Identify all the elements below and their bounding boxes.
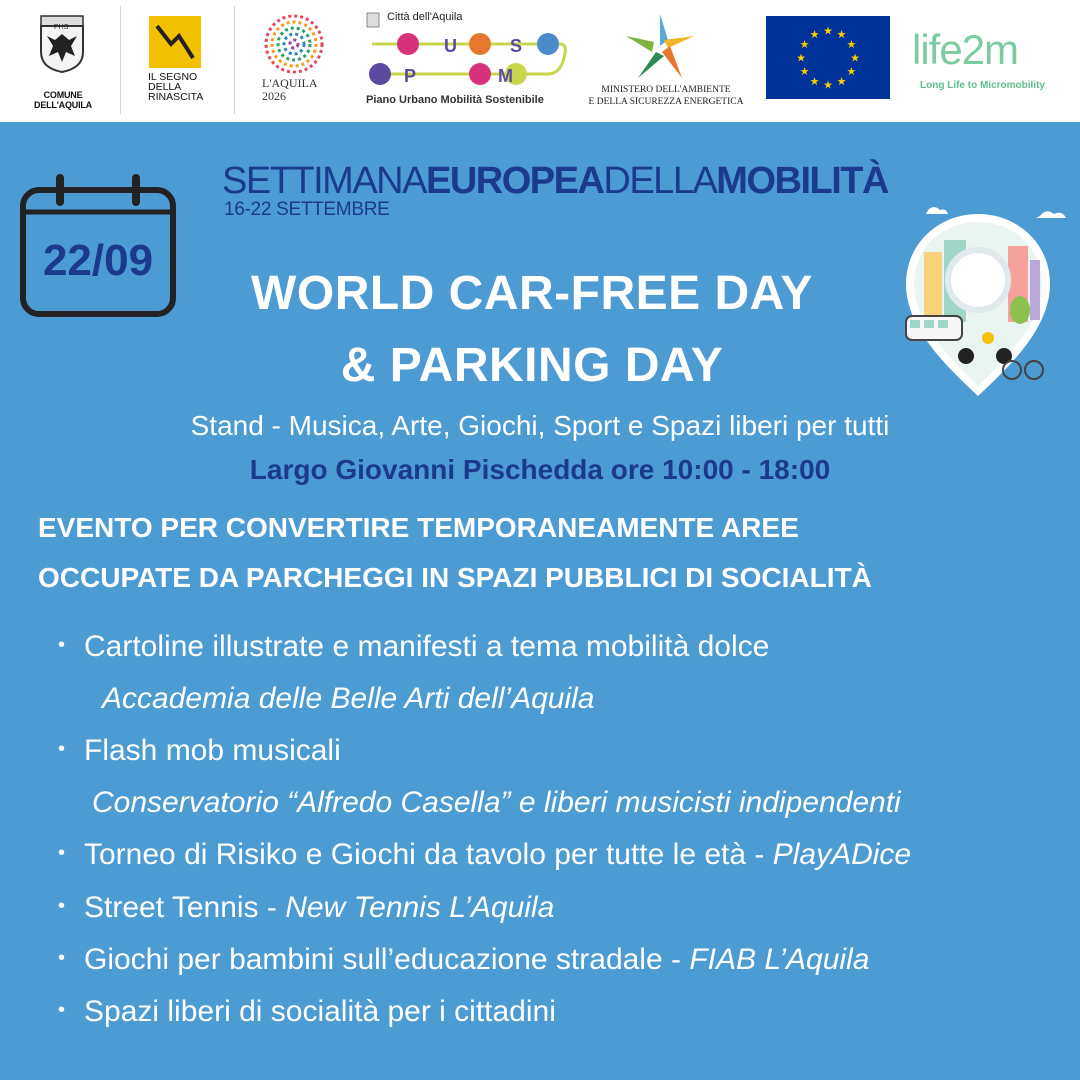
item-organizer: New Tennis L’Aquila <box>285 891 555 924</box>
item-text: Cartoline illustrate e manifesti a tema mobilità dolce <box>84 630 770 663</box>
eu-flag-logo <box>766 0 890 122</box>
eu-star-icon: ★ <box>823 25 833 38</box>
stand-activities: Stand - Musica, Arte, Giochi, Sport e Spazi liberi per tutti <box>190 410 890 441</box>
list-item <box>84 630 769 664</box>
item-organizer: FIAB L’Aquila <box>689 943 870 976</box>
life2m-tagline: Long Life to Micromobility <box>920 80 1045 91</box>
headline-line2: & PARKING DAY <box>340 339 724 392</box>
week-part2: EUROPEA <box>425 160 604 202</box>
item-text: Spazi liberi di socialità per i cittadini <box>84 995 556 1028</box>
eu-star-icon: ★ <box>846 66 857 78</box>
event-location-time: Largo Giovanni Pischedda ore 10:00 - 18:00 <box>249 454 831 485</box>
pums-logo <box>360 0 570 122</box>
segno-line1: IL SEGNO <box>148 71 198 83</box>
pums-letter-m: M <box>498 66 513 86</box>
week-part3: DELLA <box>603 160 717 202</box>
item-text: Giochi per bambini sull’educazione stradale - <box>84 943 690 976</box>
week-dates: 16-22 SETTEMBRE <box>224 199 390 220</box>
eu-star-icon: ★ <box>796 52 806 65</box>
aquila26-line1: L'AQUILA <box>262 76 318 90</box>
segno-line2: DELLA <box>148 81 182 93</box>
aquila-2026-logo <box>254 0 334 122</box>
pums-city: Città dell'Aquila <box>387 11 463 23</box>
headline-line1: WORLD CAR-FREE DAY <box>251 267 813 320</box>
aquila26-line2: 2026 <box>262 89 286 103</box>
ministero-line2: E DELLA SICUREZZA ENERGETICA <box>588 97 744 107</box>
ministero-ambiente-logo <box>582 0 750 122</box>
list-item <box>84 995 556 1029</box>
list-item <box>84 891 554 925</box>
coat-of-arms-icon <box>37 14 87 74</box>
eu-star-icon: ★ <box>836 75 847 88</box>
list-item <box>84 943 869 977</box>
life2m-wordmark: life2m <box>912 26 1019 73</box>
divider <box>234 6 235 114</box>
list-item <box>84 838 911 872</box>
week-part4: MOBILITÀ <box>716 160 888 202</box>
ministry-star-icon <box>624 12 696 80</box>
event-description-line2: OCCUPATE DA PARCHEGGI IN SPAZI PUBBLICI DI SOCIALITÀ <box>38 562 872 593</box>
pums-letter-u: U <box>444 36 457 56</box>
eu-star-icon: ★ <box>850 52 860 65</box>
capital-of-culture-burst-icon <box>262 12 326 76</box>
list-item-organizer: Conservatorio “Alfredo Casella” e liberi musicisti indipendenti <box>92 786 901 819</box>
item-text: Torneo di Risiko e Giochi da tavolo per tutte le età - <box>84 838 773 871</box>
eu-star-icon: ★ <box>823 79 833 92</box>
life2m-logo <box>910 0 1070 122</box>
pums-letter-p: P <box>404 66 417 86</box>
list-item-organizer: Accademia delle Belle Arti dell’Aquila <box>102 682 595 715</box>
eu-star-icon: ★ <box>809 75 820 88</box>
item-organizer: PlayADice <box>772 838 912 871</box>
eu-flag-icon <box>766 16 890 99</box>
pums-letter-s: S <box>510 36 523 56</box>
segno-line3: RINASCITA <box>148 91 204 103</box>
week-part1: SETTIMANA <box>222 160 426 202</box>
city-crest-icon <box>366 12 380 28</box>
item-text: Street Tennis - <box>84 891 286 924</box>
shield-text: PHS <box>54 24 69 31</box>
segno-rinascita-logo <box>144 0 229 122</box>
calendar-date: 22/09 <box>42 236 154 285</box>
item-text: Flash mob musicali <box>84 734 341 767</box>
settimana-europea-title <box>222 158 888 204</box>
divider <box>120 6 121 114</box>
event-description-line1: EVENTO PER CONVERTIRE TEMPORANEAMENTE AREE <box>38 512 799 543</box>
eu-star-icon: ★ <box>846 39 857 51</box>
mobility-network-icon <box>364 28 568 90</box>
comune-aquila-logo <box>18 0 108 122</box>
eu-star-icon: ★ <box>799 66 810 78</box>
eu-star-icon: ★ <box>809 29 820 42</box>
eu-star-icon: ★ <box>799 39 810 51</box>
list-item <box>84 734 341 768</box>
eu-star-icon: ★ <box>836 29 847 42</box>
ministero-line1: MINISTERO DELL'AMBIENTE <box>601 85 731 95</box>
partner-logo-strip <box>0 0 1080 122</box>
lightning-mark-icon <box>149 16 201 68</box>
comune-name: COMUNE DELL'AQUILA <box>34 90 92 110</box>
pums-caption: Piano Urbano Mobilità Sostenibile <box>366 94 544 106</box>
